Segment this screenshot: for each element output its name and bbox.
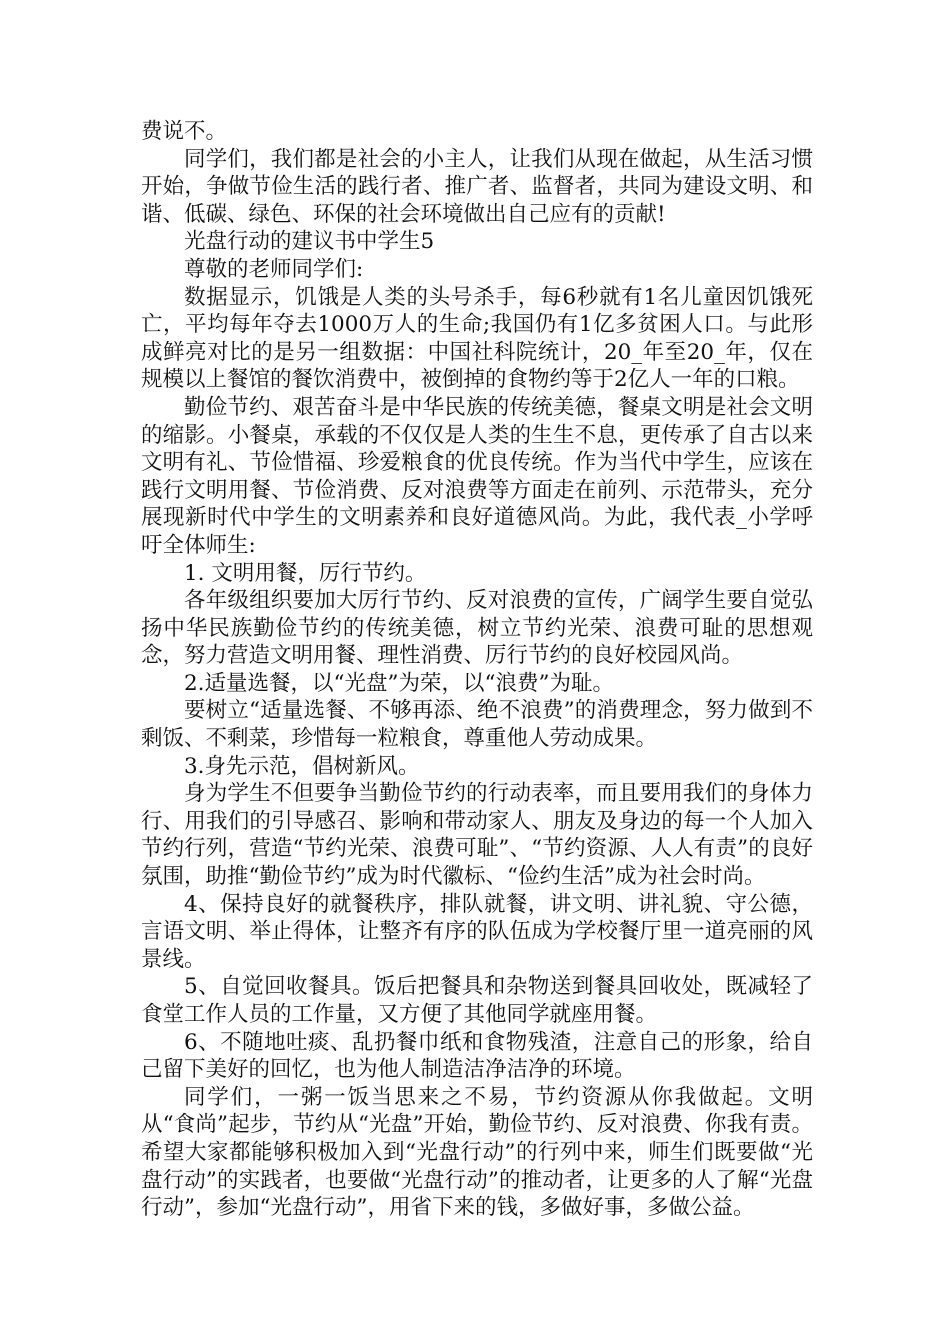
paragraph: 同学们，我们都是社会的小主人，让我们从现在做起，从生活习惯开始，争做节俭生活的践行者、推广者、监督者，共同为建设文明、和谐、低碳、绿色、环保的社会环境做出自己应有的贡献! — [141, 146, 813, 227]
list-item: 5、自觉回收餐具。饭后把餐具和杂物送到餐具回收处，既减轻了食堂工作人员的工作量，又方便了其他同学就座用餐。 — [141, 974, 813, 1027]
list-item: 6、不随地吐痰、乱扔餐巾纸和食物残渣，注意自己的形象，给自己留下美好的回忆，也为他人制造洁净洁净的环境。 — [141, 1029, 813, 1083]
list-item-heading: 1. 文明用餐，厉行节约。 — [184, 560, 427, 586]
paragraph: 勤俭节约、艰苦奋斗是中华民族的传统美德，餐桌文明是社会文明的缩影。小餐桌，承载的不仅仅是人类的生生不息，更传承了自古以来文明有礼、节俭惜福、珍爱粮食的优良传统。作为当代中学生，应该在践行文明用餐、节俭消费、反对浪费等方面走在前列、示范带头，充分展现新时代中学生的文明素养和良好道德风尚。为此，我代表_小学呼吁全体师生: — [141, 394, 813, 558]
paragraph: 各年级组织要加大厉行节约、反对浪费的宣传，广阔学生要自觉弘扬中华民族勤俭节约的传统美德，树立节约光荣、浪费可耻的思想观念，努力营造文明用餐、理性消费、厉行节约的良好校园风尚。 — [141, 588, 813, 669]
list-item-heading: 2.适量选餐，以“光盘”为荣，以“浪费”为耻。 — [184, 670, 614, 696]
document-body — [141, 118, 813, 1222]
section-heading: 光盘行动的建议书中学生5 — [184, 229, 435, 255]
closing-paragraph: 同学们，一粥一饭当思来之不易，节约资源从你我做起。文明从“食尚”起步，节约从“光盘”开始，勤俭节约、反对浪费、你我有责。希望大家都能够积极加入到“光盘行动”的行列中来，师生们既要做“光盘行动”的实践者，也要做“光盘行动”的推动者，让更多的人了解“光盘行动”，参加“光盘行动”，用省下来的钱，多做好事，多做公益。 — [141, 1084, 813, 1221]
list-item: 4、保持良好的就餐秩序，排队就餐，讲文明、讲礼貌、守公德，言语文明、举止得体，让整齐有序的队伍成为学校餐厅里一道亮丽的风景线。 — [141, 891, 813, 972]
list-item-heading: 3.身先示范，倡树新风。 — [184, 753, 420, 779]
paragraph: 身为学生不但要争当勤俭节约的行动表率，而且要用我们的身体力行、用我们的引导感召、影响和带动家人、朋友及身边的每一个人加入节约行列，营造“节约光荣、浪费可耻”、“节约资源、人人有责”的良好氛围，助推“勤俭节约”成为时代徽标、“俭约生活”成为社会时尚。 — [141, 781, 813, 890]
paragraph: 费说不。 — [141, 119, 228, 144]
paragraph: 数据显示，饥饿是人类的头号杀手，每6秒就有1名儿童因饥饿死亡，平均每年夺去1000万人的生命;我国仍有1亿多贫困人口。与此形成鲜亮对比的是另一组数据：中国社科院统计，20_年至20_年，仅在规模以上餐馆的餐饮消费中，被倒掉的食物约等于2亿人一年的口粮。 — [141, 284, 813, 393]
paragraph: 要树立“适量选餐、不够再添、绝不浪费”的消费理念，努力做到不剩饭、不剩菜，珍惜每一粒粮食，尊重他人劳动成果。 — [141, 698, 813, 752]
salutation: 尊敬的老师同学们: — [184, 256, 364, 282]
